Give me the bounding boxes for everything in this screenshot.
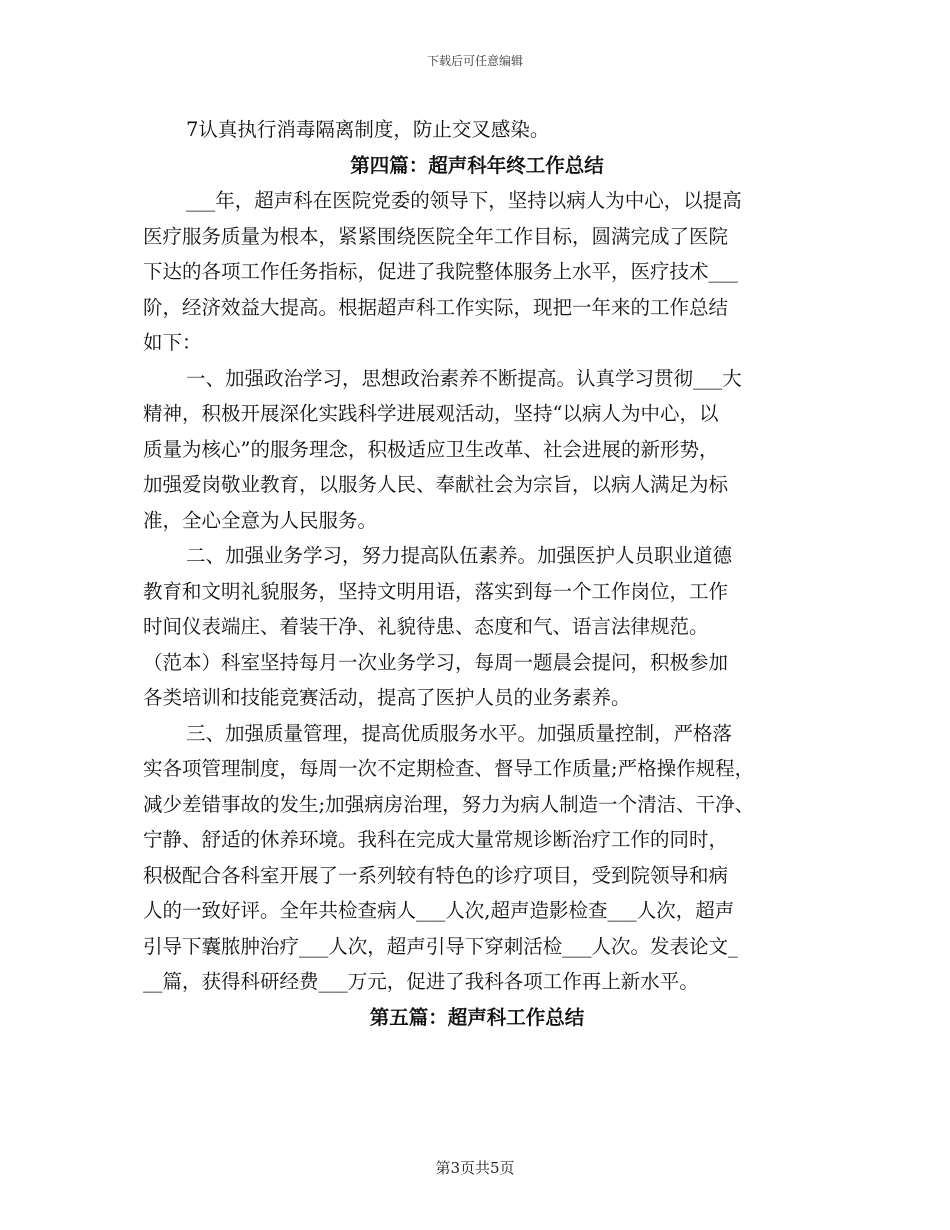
text-line: 宁静、舒适的休养环境。我科在完成大量常规诊断治疗工作的同时， xyxy=(143,828,729,851)
document-body xyxy=(143,112,811,1035)
text-line: 实各项管理制度，每周一次不定期检查、督导工作质量;严格操作规程， xyxy=(143,757,755,780)
section-heading: 第五篇：超声科工作总结 xyxy=(369,1005,585,1029)
text-line: ___年，超声科在医院党委的领导下，坚持以病人为中心，以提高 xyxy=(186,189,742,212)
text-line: 如下： xyxy=(143,331,202,354)
text-line: 阶，经济效益大提高。根据超声科工作实际，现把一年来的工作总结 xyxy=(143,295,729,319)
text-line: 加强爱岗敬业教育，以服务人民、奉献社会为宗旨，以病人满足为标 xyxy=(143,473,729,496)
text-line: 二、加强业务学习，努力提高队伍素养。加强医护人员职业道德 xyxy=(186,544,733,567)
text-line: 质量为核心”的服务理念，积极适应卫生改革、社会进展的新形势， xyxy=(143,437,719,461)
text-line: 积极配合各科室开展了一系列较有特色的诊疗项目，受到院领导和病 xyxy=(143,863,729,887)
text-line: 各类培训和技能竞赛活动，提高了医护人员的业务素养。 xyxy=(143,686,631,709)
text-line: 人的一致好评。全年共检查病人___人次,超声造影检查___人次，超声 xyxy=(143,899,735,922)
text-line: 引导下囊脓肿治疗___人次，超声引导下穿刺活检___人次。发表论文_ xyxy=(143,934,738,958)
text-line: 精神，积极开展深化实践科学进展观活动，坚持“以病人为中心，以 xyxy=(143,402,719,425)
page-header: 下载后可任意编辑 xyxy=(426,54,523,68)
section-heading: 第四篇：超声科年终工作总结 xyxy=(350,153,604,177)
text-line: 三、加强质量管理，提高优质服务水平。加强质量控制，严格落 xyxy=(186,721,733,745)
text-line: （范本）科室坚持每月一次业务学习，每周一题晨会提问，积极参加 xyxy=(143,650,729,674)
text-line: 时间仪表端庄、着装干净、礼貌待患、态度和气、语言法律规范。 xyxy=(143,615,709,638)
text-line: 准，全心全意为人民服务。 xyxy=(143,508,378,532)
page-footer: 第3页共5页 xyxy=(435,1159,515,1177)
text-line: __篇，获得科研经费___万元，促进了我科各项工作再上新水平。 xyxy=(143,970,699,993)
text-line: 医疗服务质量为根本，紧紧围绕医院全年工作目标，圆满完成了医院 xyxy=(143,224,729,248)
text-line: 教育和文明礼貌服务，坚持文明用语，落实到每一个工作岗位，工作 xyxy=(143,579,729,603)
text-line: 减少差错事故的发生;加强病房治理，努力为病人制造一个清洁、干净、 xyxy=(143,792,755,816)
text-line: 一、加强政治学习，思想政治素养不断提高。认真学习贯彻___大 xyxy=(186,366,742,390)
text-line: 7认真执行消毒隔离制度，防止交叉感染。 xyxy=(186,118,550,141)
text-line: 下达的各项工作任务指标，促进了我院整体服务上水平，医疗技术___ xyxy=(143,260,738,283)
